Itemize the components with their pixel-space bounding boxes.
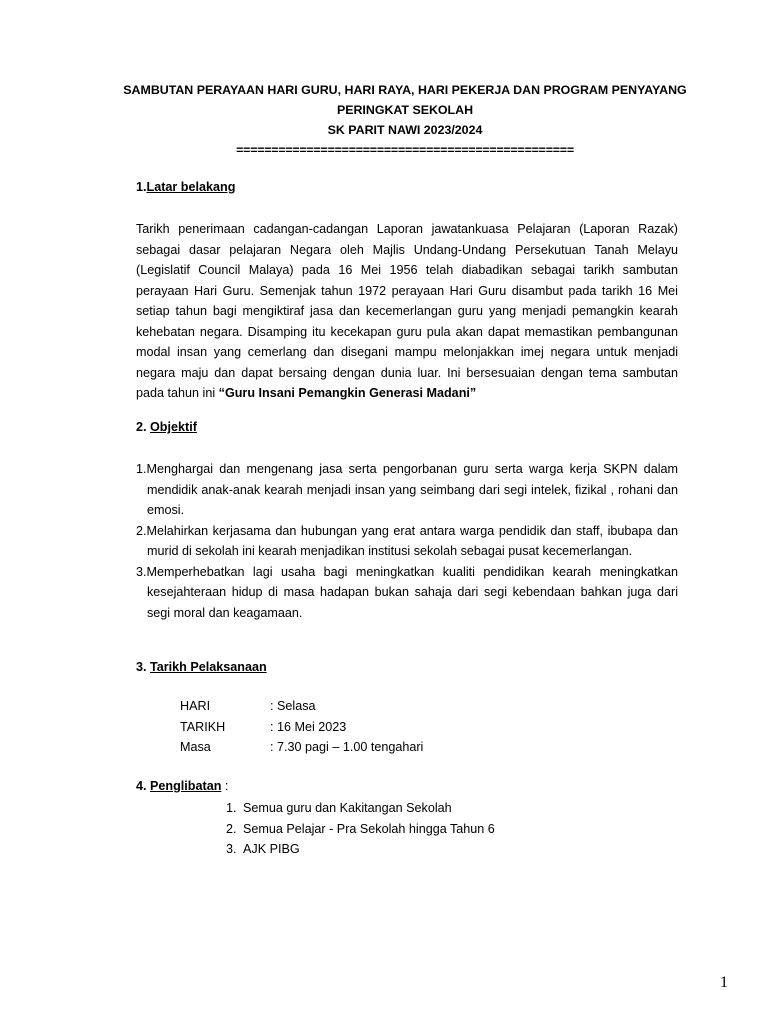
section-3-number: 3. [136,660,147,674]
section-1-heading [136,180,235,194]
section-4-title: Penglibatan [150,779,222,793]
list-item-text: AJK PIBG [243,842,300,856]
objective-item-2: 2.Melahirkan kerjasama dan hubungan yang erat antara warga pendidik dan staff, ibubapa dan murid di sekolah ini kearah menjadikan institusi sekolah sebagai pusat kecemerlangan. [136,523,678,558]
section-1-title: Latar belakang [146,180,236,194]
section-1-theme: “Guru Insani Pemangkin Generasi Madani” [218,386,477,400]
list-item-text: Semua guru dan Kakitangan Sekolah [243,801,452,815]
detail-key: HARI [180,699,211,713]
detail-value: : Selasa [270,699,316,713]
title-line-3: SK PARIT NAWI 2023/2024 [327,123,483,137]
section-4-suffix: : [221,779,229,793]
list-item-number: 2. [226,821,237,836]
document-title [0,80,768,160]
section-4-number: 4. [136,779,147,793]
objective-list [136,459,678,623]
detail-key: TARIKH [180,720,226,734]
section-4-heading [136,779,228,793]
title-line-2: PERINGKAT SEKOLAH [336,103,474,117]
title-divider: ================================================ [236,143,574,157]
objective-item-3: 3.Memperhebatkan lagi usaha bagi meningkatkan kualiti pendidikan kearah meningkatkan kesejahteraan hidup di masa hadapan bukan sahaja dari segi kebendaan bahkan juga dari segi moral dan keagamaan. [136,564,678,620]
section-2-title: Objektif [150,420,197,434]
list-item-number: 3. [226,842,237,856]
list-item [226,819,495,840]
objective-item-1: 1.Menghargai dan mengenang jasa serta pengorbanan guru serta warga kerja SKPN dalam mendidik anak-anak kearah menjadi insan yang seimbang dari segi intelek, fizikal , rohani dan emosi. [136,462,678,517]
detail-value: : 7.30 pagi – 1.00 tengahari [270,740,424,754]
section-2-number: 2. [136,420,147,434]
list-item-number: 1. [226,801,237,815]
section-3-title: Tarikh Pelaksanaan [150,660,267,674]
list-item-text: Semua Pelajar - Pra Sekolah hingga Tahun 6 [243,821,495,836]
page-number: 1 [720,974,728,991]
list-item [226,839,495,860]
section-1-number: 1. [136,180,147,194]
section-1-body [136,219,678,404]
detail-value: : 16 Mei 2023 [270,720,347,734]
detail-key: Masa [180,740,211,754]
list-item [226,798,495,819]
involvement-list [226,798,495,860]
section-2-heading [136,420,197,434]
section-1-text: Tarikh penerimaan cadangan-cadangan Laporan jawatankuasa Pelajaran (Laporan Razak) sebagai dasar pelajaran Negara oleh Majlis Undang-Undang Persekutuan Tanah Melayu (Legislatif Council Malaya) pada 16 Mei 1956 telah diabadikan sebagai tarikh sambutan perayaan Hari Guru. Semenjak tahun 1972 perayaan Hari Guru disambut pada tarikh 16 Mei setiap tahun bagi mengiktiraf jasa dan kecemerlangan guru yang menjadi pemangkin kearah kehebatan negara. Disamping itu kecekapan guru pula akan dapat memastikan pembangunan modal insan yang cemerlang dan disegani mampu melonjakkan imej negara untuk menjadi negara maju dan dapat bersaing dengan dunia luar. Ini bersesuaian dengan tema sambutan pada tahun ini [136,222,678,400]
section-3-heading [136,660,267,674]
title-line-1: SAMBUTAN PERAYAAN HARI GURU, HARI RAYA, HARI PEKERJA DAN PROGRAM PENYAYANG [123,83,687,97]
